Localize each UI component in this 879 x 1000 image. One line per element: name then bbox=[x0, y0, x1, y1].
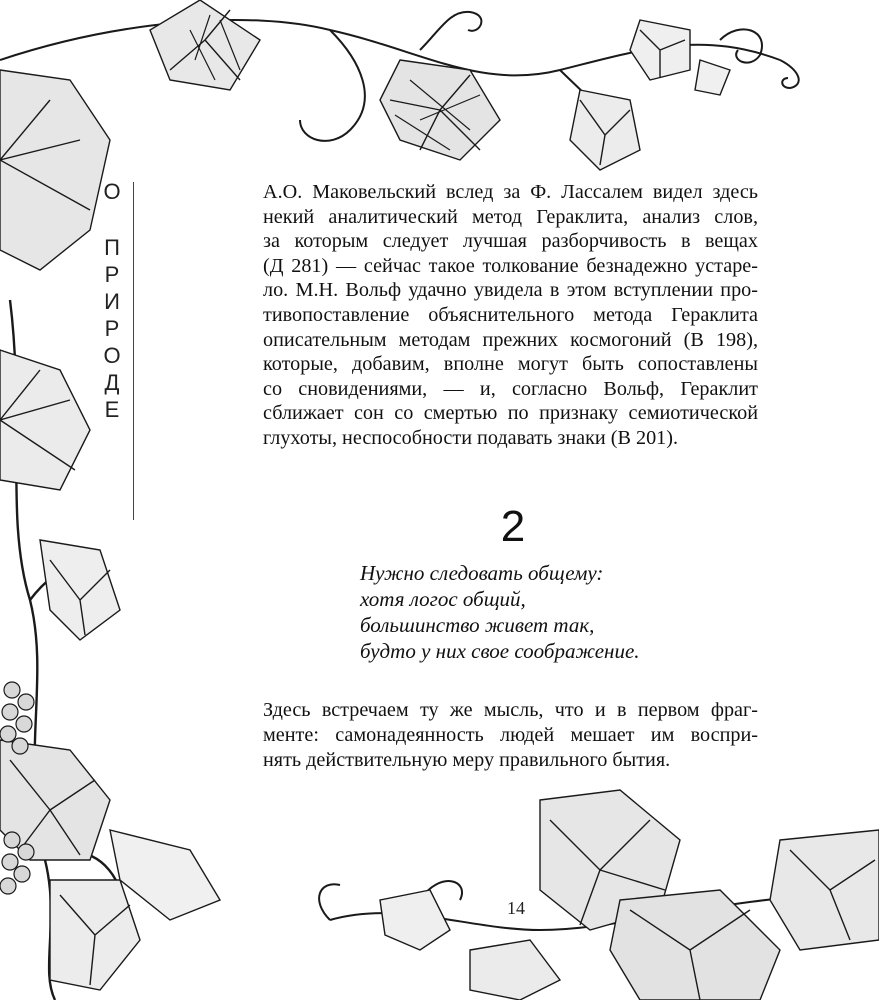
text-line: (Д 281) — сейчас такое толкование безнадежно устаре- bbox=[263, 254, 758, 277]
side-title-word1: О bbox=[103, 179, 121, 204]
quote-line: Нужно следовать общему: bbox=[360, 561, 604, 585]
text-line: нять действительную меру правильного бытия. bbox=[263, 749, 671, 771]
text-line: за которым следует лучшая разборчивость в вещах bbox=[263, 230, 758, 253]
text-line: описательным методам прежних космогоний (В 198), bbox=[263, 328, 758, 351]
text-line: Здесь встречаем ту же мысль, что и в первом фраг- bbox=[263, 699, 758, 721]
quote-line: большинство живет так, bbox=[360, 613, 595, 637]
text-line: сближает сон со смертью по признаку семиотической bbox=[263, 402, 758, 425]
text-line: некий аналитический метод Гераклита, анализ слов, bbox=[263, 205, 758, 228]
grapevine-bottom-ornament bbox=[0, 780, 879, 1000]
text-line: А.О. Маковельский вслед за Ф. Лассалем видел здесь bbox=[263, 181, 758, 203]
side-title-letter: И bbox=[104, 289, 120, 314]
side-title-letter: О bbox=[103, 343, 121, 368]
page-number: 14 bbox=[507, 898, 525, 918]
fragment-quote bbox=[360, 560, 720, 664]
text-line: которые, добавим, вполне могут быть сопоставлены bbox=[263, 353, 758, 376]
commentary-paragraph-2 bbox=[263, 698, 758, 773]
fragment-number: 2 bbox=[500, 502, 526, 551]
side-title-letter: Р bbox=[104, 316, 120, 341]
quote-line: будто у них свое соображение. bbox=[360, 639, 640, 663]
text-line: со сновидениями, — и, согласно Вольф, Гераклит bbox=[263, 377, 758, 400]
text-line: ло. М.Н. Вольф удачно увидела в этом вступлении про- bbox=[263, 279, 758, 302]
commentary-paragraph-1 bbox=[263, 180, 758, 451]
vertical-rule bbox=[133, 182, 134, 520]
text-line: тивопоставление объяснительного метода Гераклита bbox=[263, 303, 758, 326]
side-title-letter: П bbox=[104, 235, 120, 260]
side-title-letter: Д bbox=[104, 370, 120, 395]
side-title-letter: Р bbox=[104, 262, 120, 287]
side-title-letter: Е bbox=[104, 397, 120, 422]
quote-line: хотя логос общий, bbox=[360, 587, 526, 611]
side-running-title bbox=[92, 178, 132, 423]
text-line: менте: самонадеянность людей мешает им воспри- bbox=[263, 724, 758, 746]
text-line: глухоты, неспособности подавать знаки (В 201). bbox=[263, 426, 679, 449]
